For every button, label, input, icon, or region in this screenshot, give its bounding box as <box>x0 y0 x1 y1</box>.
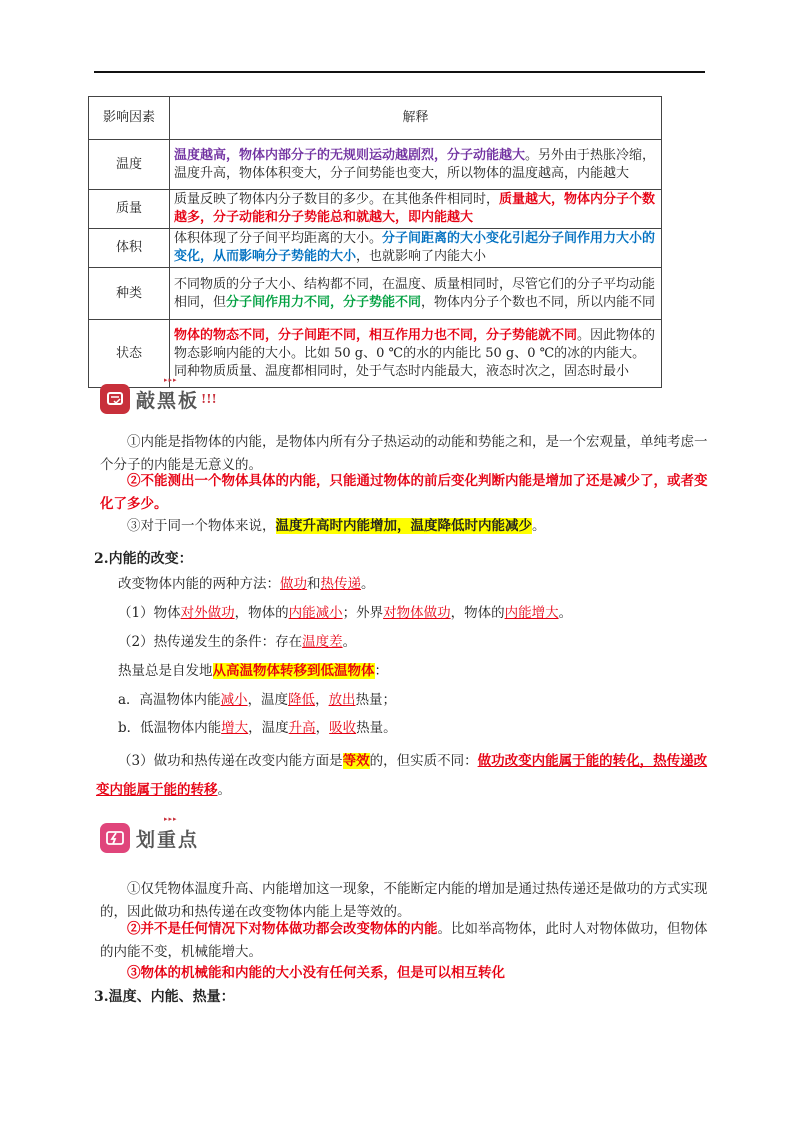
item3-paragraph <box>96 747 708 805</box>
blank: 内能增大 <box>504 605 559 621</box>
factor-cell: 体积 <box>89 229 170 268</box>
explain-segment: 温度越高，物体内部分子的无规则运动越剧烈，分子动能越大 <box>174 147 526 163</box>
key-text: ②并不是任何情况下对物体做功都会改变物体的内能 <box>127 921 438 937</box>
text: b．低温物体内能 <box>118 720 222 736</box>
blank: 减小 <box>220 692 248 708</box>
note1-p3-text: ③对于同一个物体来说， <box>127 518 276 534</box>
item-b-line <box>118 717 698 739</box>
table-row <box>89 229 662 268</box>
text: ： <box>374 663 388 679</box>
blank: 温度差 <box>302 634 343 650</box>
key-points-badge <box>100 823 199 853</box>
text: （1）物体 <box>118 605 181 621</box>
text: 。 <box>558 605 573 621</box>
methods-text: 改变物体内能的两种方法： <box>118 576 280 592</box>
factor-cell: 种类 <box>89 268 170 320</box>
table-row <box>89 268 662 320</box>
table-row <box>89 190 662 229</box>
section2-heading: 2.内能的改变： <box>94 551 193 567</box>
blank: 对外做功 <box>180 605 235 621</box>
note1-p2: ②不能测出一个物体具体的内能，只能通过物体的前后变化判断内能是增加了还是减少了，或者变化了多少。 <box>100 473 708 512</box>
text: 热量。 <box>356 720 397 736</box>
heat-direction-line <box>118 660 698 682</box>
note1-p3-end: 。 <box>532 518 546 534</box>
board-icon <box>100 384 130 414</box>
factor-cell: 温度 <box>89 140 170 190</box>
blank: 降低 <box>288 692 316 708</box>
explain-segment: 分子间作用力不同，分子势能不同 <box>226 294 422 310</box>
blank-heat-transfer: 热传递 <box>320 576 361 592</box>
explain-cell <box>170 140 662 190</box>
col-header-explain: 解释 <box>170 97 662 140</box>
table-header-row <box>89 97 662 140</box>
text: ， <box>315 720 330 736</box>
badge-title: 敲黑板 <box>136 389 200 412</box>
explain-cell <box>170 268 662 320</box>
header-rule <box>94 71 705 73</box>
explain-segment: ，物体内分子个数也不同，所以内能不同 <box>421 294 656 310</box>
item2-line <box>118 631 698 653</box>
note1-p1: ①内能是指物体的内能，是物体内所有分子热运动的动能和势能之和，是一个宏观量，单纯考虑一个分子的内能是无意义的。 <box>100 434 708 473</box>
text: （2）热传递发生的条件：存在 <box>118 634 303 650</box>
text: ，温度 <box>247 692 289 708</box>
badge-exclaim: !!! <box>201 392 217 406</box>
explain-segment: 。因此物体的物态影响内能的大小。比如 50 g、0 ℃的水的内能比 50 g、0 ℃的冰的内能大。同种物质质量、温度都相同时，处于气态时内能最大，液态时次之，固态时最小 <box>174 327 656 379</box>
item-a-line <box>118 689 698 711</box>
text: 热量； <box>355 692 397 708</box>
text: 的，但实质不同： <box>369 753 478 769</box>
blank-work: 做功 <box>280 576 307 592</box>
explain-segment: 体积体现了分子间平均距离的大小。 <box>174 231 383 246</box>
note2-p1: ①仅凭物体温度升高、内能增加这一现象，不能断定内能的增加是通过热传递还是做功的方式实现的，因此做功和热传递在改变物体内能上是等效的。 <box>100 881 708 920</box>
note1-p3-highlight: 温度升高时内能增加，温度降低时内能减少 <box>275 518 532 534</box>
blank: 增大 <box>221 720 249 736</box>
key-point: 做功改变内能属于能的转化，热传递改变内能属于能的转移 <box>96 753 708 798</box>
text: 。比如举高物体，此时人对物体做功，但物体的内能不变，机械能增大。 <box>100 921 708 960</box>
text: ， <box>315 692 329 708</box>
explain-segment: 分子间距离的大小变化引起分子间作用力大小的变化，从而影响分子势能的大小 <box>174 231 656 264</box>
text: ；外界 <box>342 605 384 621</box>
text: （3）做功和热传递在改变内能方面是 <box>118 753 343 769</box>
highlight: 等效 <box>342 753 370 769</box>
text: ，物体的 <box>450 605 505 621</box>
text: a．高温物体内能 <box>118 692 221 708</box>
explain-segment: ，也就影响了内能大小 <box>356 249 487 264</box>
explain-segment: 物体的物态不同，分子间距不同，相互作用力也不同，分子势能就不同 <box>174 327 578 343</box>
text: ，温度 <box>248 720 289 736</box>
lightning-icon <box>100 823 130 853</box>
note2-p2 <box>100 918 710 964</box>
explain-segment: 。另外由于热胀冷缩，温度升高，物体体积变大，分子间势能也变大，所以物体的温度越高，内能越大 <box>174 147 656 181</box>
badge-dots: ▸▸▸ <box>164 815 178 823</box>
blank: 内能减小 <box>288 605 343 621</box>
badge-dots: ▸▸▸ <box>164 376 178 384</box>
badge-title: 划重点 <box>136 828 200 851</box>
item1-line <box>118 602 698 624</box>
text: 热量总是自发地 <box>118 663 213 679</box>
factor-cell: 质量 <box>89 190 170 229</box>
explain-segment: 不同物质的分子大小、结构都不同，在温度、质量相同时，尽管它们的分子平均动能相同，但 <box>174 276 656 310</box>
col-header-factor: 影响因素 <box>89 97 170 140</box>
explain-cell <box>170 190 662 229</box>
explain-segment: 质量越大，物体内分子个数越多，分子动能和分子势能总和就越大，即内能越大 <box>174 192 656 225</box>
factors-table <box>88 96 662 388</box>
note2-p3: ③物体的机械能和内能的大小没有任何关系，但是可以相互转化 <box>127 965 505 981</box>
blank: 吸收 <box>329 720 357 736</box>
blank: 对物体做功 <box>383 605 451 621</box>
explain-segment: 质量反映了物体内分子数目的多少。在其他条件相同时， <box>174 192 500 207</box>
blank: 升高 <box>288 720 316 736</box>
methods-and: 和 <box>307 576 321 592</box>
methods-end: 。 <box>361 576 375 592</box>
blank: 放出 <box>328 692 356 708</box>
highlight: 从高温物体转移到低温物体 <box>212 663 375 679</box>
methods-line <box>118 573 698 595</box>
text: ，物体的 <box>234 605 289 621</box>
factor-cell: 状态 <box>89 320 170 388</box>
section3-heading: 3.温度、内能、热量： <box>94 989 235 1005</box>
text: 。 <box>217 782 231 798</box>
explain-cell <box>170 229 662 268</box>
explain-cell <box>170 320 662 388</box>
knock-board-badge <box>100 384 217 414</box>
note1-p3 <box>100 515 705 538</box>
text: 。 <box>342 634 357 650</box>
table-row <box>89 140 662 190</box>
